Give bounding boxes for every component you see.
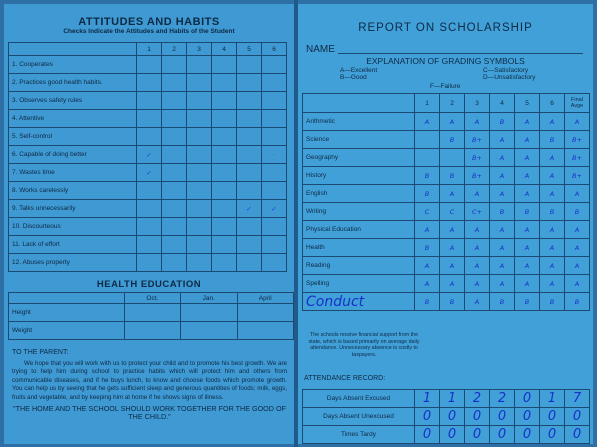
grade-cell: B — [440, 293, 465, 311]
grade-cell: A — [515, 275, 540, 293]
subject-row — [303, 131, 590, 149]
habit-mark — [262, 164, 287, 182]
grade-cell: A — [565, 257, 590, 275]
habit-label: 6. Capable of doing better — [9, 146, 137, 164]
grade-period-header: Final Avge — [565, 94, 590, 113]
attitudes-page — [4, 4, 294, 444]
habit-mark — [162, 56, 187, 74]
period-header: 4 — [212, 43, 237, 56]
habit-mark — [187, 92, 212, 110]
habit-mark — [187, 236, 212, 254]
attendance-value: 0 — [490, 408, 515, 426]
habits-header-blank — [9, 43, 137, 56]
attitudes-title: ATTITUDES AND HABITS — [78, 16, 220, 28]
habit-mark — [162, 218, 187, 236]
habit-label: 9. Talks unnecessarily — [9, 200, 137, 218]
subject-label: History — [303, 167, 415, 185]
habit-label: 11. Lack of effort — [9, 236, 137, 254]
period-header: 3 — [187, 43, 212, 56]
habit-mark — [137, 254, 162, 272]
subject-row — [303, 203, 590, 221]
health-col: Oct. — [124, 293, 180, 304]
grade-cell: B — [540, 293, 565, 311]
habit-mark — [262, 182, 287, 200]
subject-label: Spelling — [303, 275, 415, 293]
habit-mark — [162, 74, 187, 92]
symbols-left — [340, 67, 377, 81]
habit-mark — [237, 56, 262, 74]
grade-cell: A — [490, 275, 515, 293]
grade-cell — [440, 149, 465, 167]
habit-mark — [162, 110, 187, 128]
habit-mark — [212, 146, 237, 164]
grade-cell: A — [415, 221, 440, 239]
attendance-value: 0 — [465, 426, 490, 444]
habit-row — [9, 128, 287, 146]
grade-cell: B — [565, 293, 590, 311]
habit-label: 4. Attentive — [9, 110, 137, 128]
habit-mark — [212, 128, 237, 146]
attendance-value: 0 — [515, 390, 540, 408]
habit-mark — [137, 92, 162, 110]
habit-row — [9, 200, 287, 218]
subject-label: Science — [303, 131, 415, 149]
habit-row — [9, 218, 287, 236]
subject-row — [303, 239, 590, 257]
health-cell — [237, 304, 293, 322]
grade-cell: A — [465, 239, 490, 257]
habit-mark: ✓ — [237, 200, 262, 218]
health-table — [8, 292, 294, 340]
grades-table — [302, 93, 590, 311]
habit-mark — [187, 218, 212, 236]
habit-mark — [262, 110, 287, 128]
grade-cell: B — [540, 131, 565, 149]
subject-label: English — [303, 185, 415, 203]
health-header-blank — [9, 293, 125, 304]
grade-cell: B+ — [465, 131, 490, 149]
grade-cell: B — [415, 239, 440, 257]
attendance-value: 0 — [540, 408, 565, 426]
attendance-value: 0 — [465, 408, 490, 426]
habit-mark — [212, 164, 237, 182]
grade-cell: A — [440, 239, 465, 257]
attendance-value: 1 — [415, 390, 440, 408]
habit-mark — [237, 218, 262, 236]
grade-cell: A — [515, 185, 540, 203]
grade-cell: A — [465, 113, 490, 131]
grade-cell: B — [440, 131, 465, 149]
grade-cell: A — [540, 149, 565, 167]
attendance-value: 0 — [415, 426, 440, 444]
habit-mark — [187, 254, 212, 272]
name-line — [338, 53, 583, 54]
attendance-value: 1 — [540, 390, 565, 408]
habit-mark: · — [262, 146, 287, 164]
grade-cell: A — [465, 293, 490, 311]
habit-mark — [137, 128, 162, 146]
grade-cell: A — [540, 113, 565, 131]
grade-cell: A — [465, 221, 490, 239]
attendance-label: Days Absent Unexcused — [303, 408, 415, 426]
habit-mark — [212, 200, 237, 218]
scholarship-page — [298, 4, 593, 444]
habit-mark — [262, 74, 287, 92]
habit-mark — [237, 254, 262, 272]
habit-row — [9, 182, 287, 200]
grade-cell: A — [465, 275, 490, 293]
parent-text: We hope that you will work with us to protect your child and to promote his best growth. We are trying to help him during school to practice habits which will protect him and others from communicable diseases, and if he buys lunch, to know and choose foods which promote growth. You can help us by seeing that he gets sufficient sleep and generous quantities of foods: milk, eggs, fruits and vegetable, and by keeping him at home if he shows signs of illness. — [12, 359, 287, 401]
habit-mark — [237, 182, 262, 200]
attendance-value: 0 — [565, 408, 590, 426]
explain-title: EXPLANATION OF GRADING SYMBOLS — [366, 56, 525, 66]
grade-cell: A — [490, 239, 515, 257]
habit-mark — [237, 92, 262, 110]
grade-cell: A — [540, 239, 565, 257]
habit-mark — [137, 236, 162, 254]
health-row-label: Weight — [9, 322, 125, 340]
grade-cell: A — [415, 113, 440, 131]
grade-period-header: 3 — [465, 94, 490, 113]
grade-cell: A — [440, 275, 465, 293]
habit-label: 2. Practices good health habits. — [9, 74, 137, 92]
habit-mark — [162, 182, 187, 200]
period-header: 2 — [162, 43, 187, 56]
habit-mark — [162, 146, 187, 164]
grade-cell: A — [515, 131, 540, 149]
habit-mark — [137, 200, 162, 218]
grade-period-header: 6 — [540, 94, 565, 113]
grade-cell: A — [440, 257, 465, 275]
habit-mark — [137, 110, 162, 128]
attendance-table — [302, 389, 590, 444]
grade-cell: C — [415, 203, 440, 221]
grade-cell: C — [440, 203, 465, 221]
grade-cell: B — [515, 293, 540, 311]
habit-mark — [237, 164, 262, 182]
grade-cell: B — [415, 167, 440, 185]
habit-mark — [212, 182, 237, 200]
grade-cell: B — [515, 203, 540, 221]
grade-cell: A — [490, 257, 515, 275]
scholarship-title: REPORT ON SCHOLARSHIP — [358, 22, 533, 34]
period-header: 1 — [137, 43, 162, 56]
grade-cell: C+ — [465, 203, 490, 221]
grade-cell — [415, 131, 440, 149]
grade-cell: A — [540, 221, 565, 239]
grade-cell: A — [490, 131, 515, 149]
grade-cell: A — [515, 113, 540, 131]
funding-note: The schools receive financial support from the state, which is based primarily on average daily attendance. Unnecessary absence is costly to taxpayers. — [308, 332, 420, 358]
grade-cell: B — [490, 203, 515, 221]
grade-cell: A — [565, 113, 590, 131]
symbol-c: C—Satisfactory — [483, 67, 529, 74]
symbol-a: A—Excellent — [340, 67, 378, 74]
grade-cell: A — [490, 167, 515, 185]
grade-cell: B+ — [565, 149, 590, 167]
grades-header-blank — [303, 94, 415, 113]
period-header: 6 — [262, 43, 287, 56]
grade-cell: A — [490, 185, 515, 203]
habit-mark: ✓ — [137, 164, 162, 182]
grade-cell: B+ — [565, 131, 590, 149]
grade-cell: B+ — [465, 149, 490, 167]
habit-mark — [162, 128, 187, 146]
subject-label: Health — [303, 239, 415, 257]
grade-cell: A — [540, 275, 565, 293]
habit-mark — [212, 74, 237, 92]
habit-mark — [237, 128, 262, 146]
habit-mark — [212, 56, 237, 74]
grade-cell: A — [465, 185, 490, 203]
subject-row — [303, 113, 590, 131]
grade-period-header: 1 — [415, 94, 440, 113]
subject-row — [303, 167, 590, 185]
grade-cell: A — [440, 113, 465, 131]
grade-cell: A — [490, 149, 515, 167]
grade-cell: A — [565, 221, 590, 239]
grade-cell: A — [515, 149, 540, 167]
subject-label: Physical Education — [303, 221, 415, 239]
habit-mark: ✓ — [262, 200, 287, 218]
attendance-row — [303, 426, 590, 444]
attendance-value: 1 — [440, 390, 465, 408]
grade-cell: A — [415, 257, 440, 275]
habit-row — [9, 146, 287, 164]
grade-cell: A — [440, 221, 465, 239]
health-title: HEALTH EDUCATION — [96, 279, 202, 290]
grade-cell: A — [515, 257, 540, 275]
parent-note — [12, 349, 287, 421]
habit-label: 1. Cooperates — [9, 56, 137, 74]
motto: "THE HOME AND THE SCHOOL SHOULD WORK TOGETHER FOR THE GOOD OF THE CHILD." — [13, 404, 286, 421]
grade-cell: B — [490, 113, 515, 131]
symbol-d: D—Unsatisfactory — [483, 74, 536, 81]
habit-mark — [137, 56, 162, 74]
habit-mark — [237, 74, 262, 92]
grade-cell: B — [540, 203, 565, 221]
subject-label: Reading — [303, 257, 415, 275]
habit-row — [9, 164, 287, 182]
habit-mark — [187, 164, 212, 182]
grade-cell: A — [440, 185, 465, 203]
health-col: April — [237, 293, 293, 304]
habit-row — [9, 74, 287, 92]
grade-cell: A — [515, 239, 540, 257]
habit-mark — [162, 200, 187, 218]
subject-label: Arithmetic — [303, 113, 415, 131]
habit-mark: ✓ — [137, 146, 162, 164]
habit-mark — [187, 110, 212, 128]
grade-cell: A — [565, 239, 590, 257]
grade-period-header: 5 — [515, 94, 540, 113]
attendance-value: 2 — [465, 390, 490, 408]
habit-mark — [212, 110, 237, 128]
habit-mark — [137, 182, 162, 200]
habit-row — [9, 254, 287, 272]
habit-mark — [162, 92, 187, 110]
attendance-title: ATTENDANCE RECORD: — [304, 375, 386, 382]
grade-cell: A — [540, 167, 565, 185]
grade-cell: B — [415, 185, 440, 203]
period-header: 5 — [237, 43, 262, 56]
grade-period-header: 2 — [440, 94, 465, 113]
habit-mark — [212, 254, 237, 272]
subject-label: Writing — [303, 203, 415, 221]
grade-cell: B — [490, 293, 515, 311]
subject-row — [303, 149, 590, 167]
symbols-right — [483, 67, 535, 81]
health-col: Jan. — [181, 293, 237, 304]
health-row-label: Height — [9, 304, 125, 322]
attendance-value: 0 — [440, 426, 465, 444]
habit-mark — [262, 56, 287, 74]
habit-mark — [262, 236, 287, 254]
parent-title: TO THE PARENT: — [12, 349, 69, 356]
habit-mark — [212, 92, 237, 110]
attendance-value: 7 — [565, 390, 590, 408]
health-cell — [124, 304, 180, 322]
habit-mark — [212, 218, 237, 236]
attendance-value: 0 — [490, 426, 515, 444]
habit-mark — [262, 254, 287, 272]
grade-cell: B+ — [465, 167, 490, 185]
name-label: NAME — [306, 44, 335, 55]
subject-label: Conduct — [303, 293, 415, 311]
habit-mark — [237, 110, 262, 128]
health-cell — [181, 304, 237, 322]
habit-mark — [262, 128, 287, 146]
grade-cell: A — [465, 257, 490, 275]
habit-mark — [137, 74, 162, 92]
grade-cell: A — [490, 221, 515, 239]
habit-mark — [262, 92, 287, 110]
habit-mark — [262, 218, 287, 236]
attendance-value: 0 — [440, 408, 465, 426]
attendance-value: 0 — [540, 426, 565, 444]
attendance-value: 0 — [415, 408, 440, 426]
grade-cell: B — [440, 167, 465, 185]
grade-cell: A — [515, 167, 540, 185]
habit-mark — [187, 200, 212, 218]
habits-table — [8, 42, 287, 272]
habit-row — [9, 236, 287, 254]
symbol-f: F—Failure — [430, 83, 461, 90]
habit-mark — [162, 254, 187, 272]
habit-label: 7. Wastes time — [9, 164, 137, 182]
grade-cell — [415, 149, 440, 167]
habit-mark — [187, 182, 212, 200]
habit-label: 8. Works carelessly — [9, 182, 137, 200]
attendance-value: 2 — [490, 390, 515, 408]
attendance-row — [303, 390, 590, 408]
grade-cell: A — [565, 275, 590, 293]
habit-mark — [137, 218, 162, 236]
attendance-row — [303, 408, 590, 426]
grade-cell: A — [540, 257, 565, 275]
subject-row — [303, 257, 590, 275]
habit-mark — [162, 164, 187, 182]
grade-cell: A — [415, 275, 440, 293]
grade-cell: B — [415, 293, 440, 311]
attendance-value: 0 — [515, 426, 540, 444]
habit-row — [9, 110, 287, 128]
habit-row — [9, 56, 287, 74]
attendance-label: Times Tardy — [303, 426, 415, 444]
attendance-value: 0 — [515, 408, 540, 426]
attendance-value: 0 — [565, 426, 590, 444]
subject-row — [303, 185, 590, 203]
habit-mark — [237, 236, 262, 254]
subject-row — [303, 293, 590, 311]
subject-row — [303, 275, 590, 293]
habit-label: 10. Discourteous — [9, 218, 137, 236]
habit-mark — [187, 128, 212, 146]
habit-row — [9, 92, 287, 110]
subject-row — [303, 221, 590, 239]
subject-label: Geography — [303, 149, 415, 167]
grade-cell: A — [515, 221, 540, 239]
grade-cell: B — [565, 203, 590, 221]
habit-mark — [162, 236, 187, 254]
health-cell — [124, 322, 180, 340]
habit-mark — [212, 236, 237, 254]
grade-cell: A — [540, 185, 565, 203]
habit-mark — [187, 56, 212, 74]
habit-mark — [237, 146, 262, 164]
health-cell — [237, 322, 293, 340]
habit-label: 12. Abuses property — [9, 254, 137, 272]
health-cell — [181, 322, 237, 340]
attitudes-subtitle: Checks Indicate the Attitudes and Habits of the Student — [63, 28, 235, 35]
habit-label: 5. Self-control — [9, 128, 137, 146]
habit-mark — [187, 146, 212, 164]
symbol-b: B—Good — [340, 74, 367, 81]
attendance-label: Days Absent Excused — [303, 390, 415, 408]
grade-cell: B+ — [565, 167, 590, 185]
grade-period-header: 4 — [490, 94, 515, 113]
grade-cell: A — [565, 185, 590, 203]
habit-label: 3. Observes safety rules — [9, 92, 137, 110]
habit-mark — [187, 74, 212, 92]
